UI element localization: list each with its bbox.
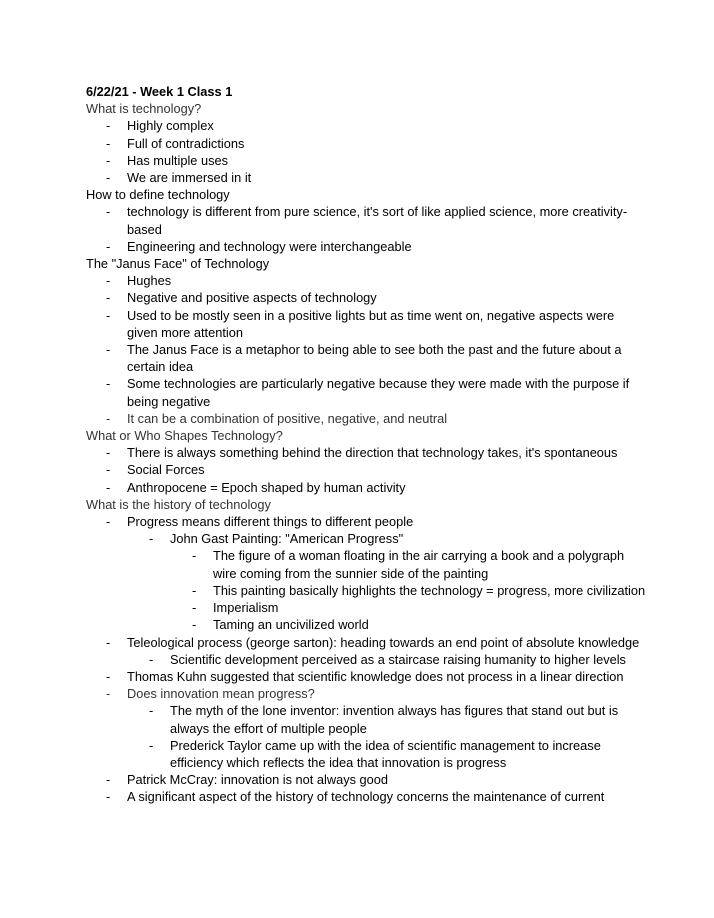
list-item-text: Social Forces [127,462,205,478]
list-item [86,461,646,478]
list-item-text: Progress means different things to different people [127,514,414,530]
dash-marker: - [106,204,111,220]
bullet-list [86,444,646,496]
dash-marker: - [106,445,111,461]
dash-marker: - [106,170,111,186]
list-item [86,599,646,616]
list-item-text: Engineering and technology were interchangeable [127,238,412,254]
dash-marker: - [106,410,111,426]
list-item [86,651,646,668]
list-item-text: It can be a combination of positive, negative, and neutral [127,410,448,426]
dash-marker: - [106,789,111,805]
list-item [86,341,646,375]
list-item [86,685,646,702]
dash-marker: - [106,118,111,134]
list-item-text: Full of contradictions [127,135,245,151]
dash-marker: - [106,152,111,168]
page-title: 6/22/21 - Week 1 Class 1 [86,84,233,99]
dash-marker: - [106,135,111,151]
list-item [86,668,646,685]
dash-marker: - [106,238,111,254]
dash-marker: - [106,307,111,323]
dash-marker: - [106,668,111,684]
dash-marker: - [192,600,197,616]
list-item [86,117,646,134]
list-item-text: Thomas Kuhn suggested that scientific knowledge does not process in a linear direction [127,668,624,684]
list-item-text: Does innovation mean progress? [127,686,315,702]
list-item-text: Patrick McCray: innovation is not always good [127,772,389,788]
list-item-text: Some technologies are particularly negative because they were made with the purpose if being negative [127,376,630,409]
list-item-text: Teleological process (george sarton): heading towards an end point of absolute knowledge [127,634,640,650]
list-item [86,135,646,152]
dash-marker: - [192,548,197,564]
list-item-text: A significant aspect of the history of technology concerns the maintenance of current [127,789,605,805]
list-item [86,410,646,427]
bullet-list [86,513,646,805]
bullet-list [86,203,646,255]
list-item-text: technology is different from pure science, it's sort of like applied science, more creativity-based [127,204,628,237]
list-item [86,788,646,805]
list-item-text: This painting basically highlights the technology = progress, more civilization [213,582,646,598]
list-item [86,272,646,289]
list-item-text: The figure of a woman floating in the air carrying a book and a polygraph wire coming from the sunnier side of the painting [213,548,625,581]
list-item-text: Taming an uncivilized world [213,617,369,633]
list-item-text: John Gast Painting: "American Progress" [170,531,404,547]
list-item-text: Imperialism [213,600,279,616]
list-item-text: The myth of the lone inventor: invention always has figures that stand out but is always the effort of multiple people [170,703,619,736]
list-item-text: Scientific development perceived as a staircase raising humanity to higher levels [170,651,626,667]
dash-marker: - [106,686,111,702]
list-item [86,444,646,461]
list-item [86,771,646,788]
bullet-list [86,272,646,427]
dash-marker: - [106,290,111,306]
list-item-text: Negative and positive aspects of technology [127,290,377,306]
list-item [86,203,646,237]
section-heading: What or Who Shapes Technology? [86,428,283,444]
dash-marker: - [106,514,111,530]
section-heading: How to define technology [86,187,230,203]
list-item-text: Highly complex [127,118,214,134]
dash-marker: - [106,376,111,392]
dash-marker: - [192,582,197,598]
list-item [86,289,646,306]
dash-marker: - [149,703,154,719]
list-item [86,702,646,736]
list-item [86,238,646,255]
section-heading: The "Janus Face" of Technology [86,256,270,272]
dash-marker: - [149,651,154,667]
list-item [86,616,646,633]
list-item-text: Hughes [127,273,172,289]
list-item [86,530,646,547]
dash-marker: - [192,617,197,633]
list-item-text: There is always something behind the direction that technology takes, it's spontaneous [127,445,618,461]
dash-marker: - [106,479,111,495]
list-item-text: Prederick Taylor came up with the idea of scientific management to increase efficiency which reflects the idea that innovation is progress [170,737,601,770]
list-item [86,737,646,771]
list-item [86,634,646,651]
list-item [86,307,646,341]
list-item-text: Used to be mostly seen in a positive lights but as time went on, negative aspects were given more attention [127,307,615,340]
section-heading: What is the history of technology [86,496,271,512]
list-item [86,152,646,169]
list-item-text: Anthropocene = Epoch shaped by human activity [127,479,406,495]
list-item-text: Has multiple uses [127,152,228,168]
dash-marker: - [106,273,111,289]
list-item-text: We are immersed in it [127,170,252,186]
list-item [86,375,646,409]
list-item [86,513,646,530]
dash-marker: - [106,772,111,788]
section-heading: What is technology? [86,101,202,117]
document-page [86,83,646,806]
dash-marker: - [106,342,111,358]
list-item [86,547,646,581]
dash-marker: - [149,531,154,547]
list-item [86,169,646,186]
list-item [86,582,646,599]
dash-marker: - [149,737,154,753]
list-item-text: The Janus Face is a metaphor to being able to see both the past and the future about a certain idea [127,342,622,375]
list-item [86,479,646,496]
dash-marker: - [106,634,111,650]
dash-marker: - [106,462,111,478]
bullet-list [86,117,646,186]
